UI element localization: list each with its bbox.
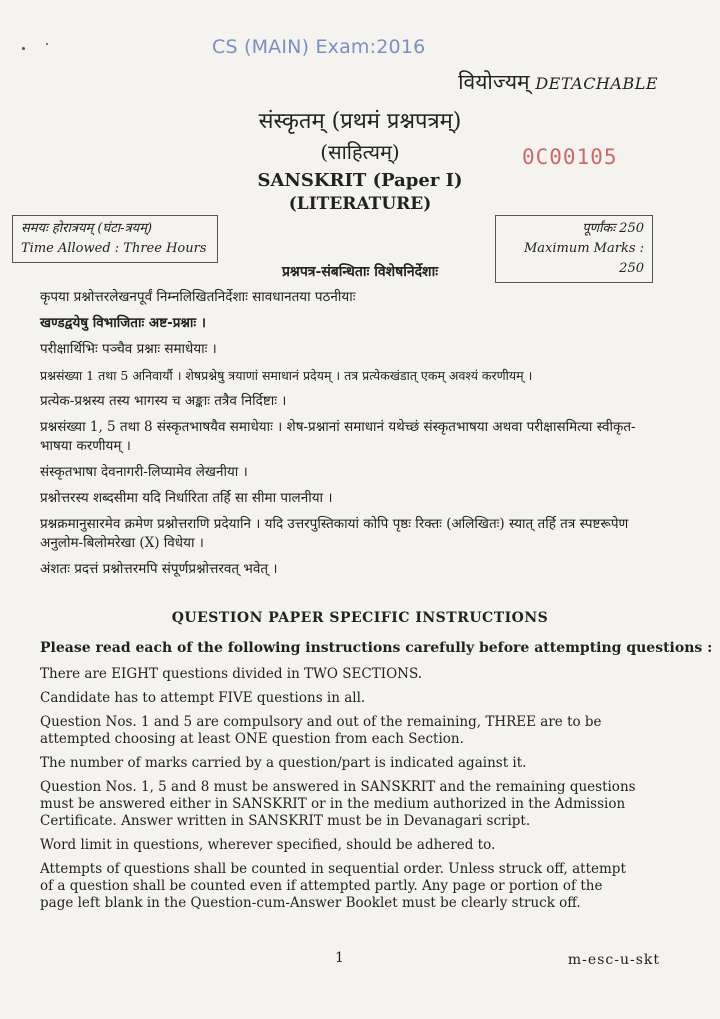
sanskrit-instruction-line: अंशतः प्रदत्तं प्रश्नोत्तरमपि संपूर्णप्रश्नोत्तरवत् भवेत् । (40, 561, 278, 577)
sanskrit-instruction-line: कृपया प्रश्नोत्तरलेखनपूर्वं निम्नलिखितनिर्देशाः सावधानतया पठनीयाः (40, 289, 356, 305)
paper-code: m-esc-u-skt (567, 952, 660, 968)
title-sanskrit: संस्कृतम् (प्रथमं प्रश्नपत्रम्) (258, 109, 462, 134)
sanskrit-instruction-line: प्रश्नसंख्या 1 तथा 5 अनिवार्यौ । शेषप्रश्नेषु त्रयाणां समाधानं प्रदेयम् । तत्र प्रत्येकखंडात् एकम् अवश्यं करणीयम् । (40, 368, 533, 383)
sanskrit-instruction-line: परीक्षार्थिभिः पञ्चैव प्रश्नाः समाधेयाः । (40, 341, 217, 357)
page-number: 1 (335, 950, 344, 966)
marks-sanskrit: पूर्णांकः 250 (582, 221, 644, 236)
scan-speck (46, 43, 48, 45)
english-instruction-line: There are EIGHT questions divided in TWO SECTIONS. (40, 666, 423, 682)
sanskrit-instructions-heading: प्रश्नपत्र-संबन्धिताः विशेषनिर्देशाः (281, 264, 439, 280)
title-english: SANSKRIT (Paper I) (257, 170, 463, 191)
time-english: Time Allowed : Three Hours (21, 241, 207, 256)
scan-speck (22, 47, 25, 50)
english-instruction-line: Question Nos. 1 and 5 are compulsory and out of the remaining, THREE are to be attempted choosing at least ONE question from each Section. (40, 714, 602, 747)
time-allowed-box (12, 215, 218, 263)
detachable-english: DETACHABLE (535, 74, 658, 93)
marks-english: Maximum Marks : 250 (523, 241, 644, 276)
english-instruction-line: The number of marks carried by a question/part is indicated against it. (40, 755, 527, 771)
english-instructions (40, 666, 640, 919)
english-instruction-line: Word limit in questions, wherever specified, should be adhered to. (40, 837, 496, 853)
sanskrit-instruction-line: प्रश्नोत्तरस्य शब्दसीमा यदि निर्धारिता तर्हि सा सीमा पालनीया । (40, 490, 333, 506)
english-instruction-line: Candidate has to attempt FIVE questions in all. (40, 690, 366, 706)
sanskrit-instruction-line: प्रत्येक-प्रश्नस्य तस्य भागस्य च अङ्काः तत्रैव निर्दिष्टाः । (40, 393, 287, 409)
detachable-label (458, 68, 658, 96)
sanskrit-instruction-line: प्रश्नक्रमानुसारमेव क्रमेण प्रश्नोत्तराणि प्रदेयानि । यदि उत्तरपुस्तिकायां कोपि पृष्ठः रिक्तः (अलिखितः) स्यात् तर्हि तत्र स्पष्टरूपेण अनुलोम-बिलोमरेखा (X) विधेया । (40, 516, 629, 551)
sanskrit-instruction-line: खण्डद्वयेषु विभाजिताः अष्ट-प्रश्नाः । (40, 315, 206, 331)
sanskrit-instruction-line: प्रश्नसंख्या 1, 5 तथा 8 संस्कृतभाषयैव समाधेयाः । शेष-प्रश्नानां समाधानं यथेच्छं संस्कृतभाषया अथवा परीक्षासमित्या स्वीकृत-भाषया करणीयम् । (40, 419, 636, 454)
time-sanskrit: समयः होरात्रयम् (घंटा-त्रयम्) (21, 221, 153, 236)
english-instructions-subheading: Please read each of the following instructions carefully before attempting questions : (40, 640, 713, 656)
english-instructions-heading: QUESTION PAPER SPECIFIC INSTRUCTIONS (171, 610, 549, 626)
sanskrit-instructions (40, 288, 640, 586)
english-instruction-line: Question Nos. 1, 5 and 8 must be answered in SANSKRIT and the remaining questions must be answered either in SANSKRIT or in the medium authorized in the Admission Certificate. Answer written in SANSKRIT must be in Devanagari script. (40, 779, 636, 829)
serial-number: 0C00105 (522, 145, 618, 169)
sanskrit-instruction-line: संस्कृतभाषा देवनागरी-लिप्यामेव लेखनीया । (40, 464, 248, 480)
detachable-hindi: वियोज्यम् (458, 70, 530, 94)
english-instruction-line: Attempts of questions shall be counted in sequential order. Unless struck off, attempt of a question shall be counted even if attempted partly. Any page or portion of the page left blank in the Question-cum-Answer Booklet must be clearly struck off. (40, 861, 626, 911)
subtitle-english: (LITERATURE) (288, 194, 432, 214)
exam-stamp: CS (MAIN) Exam:2016 (212, 36, 426, 58)
subtitle-sanskrit: (साहित्यम्) (320, 140, 400, 164)
